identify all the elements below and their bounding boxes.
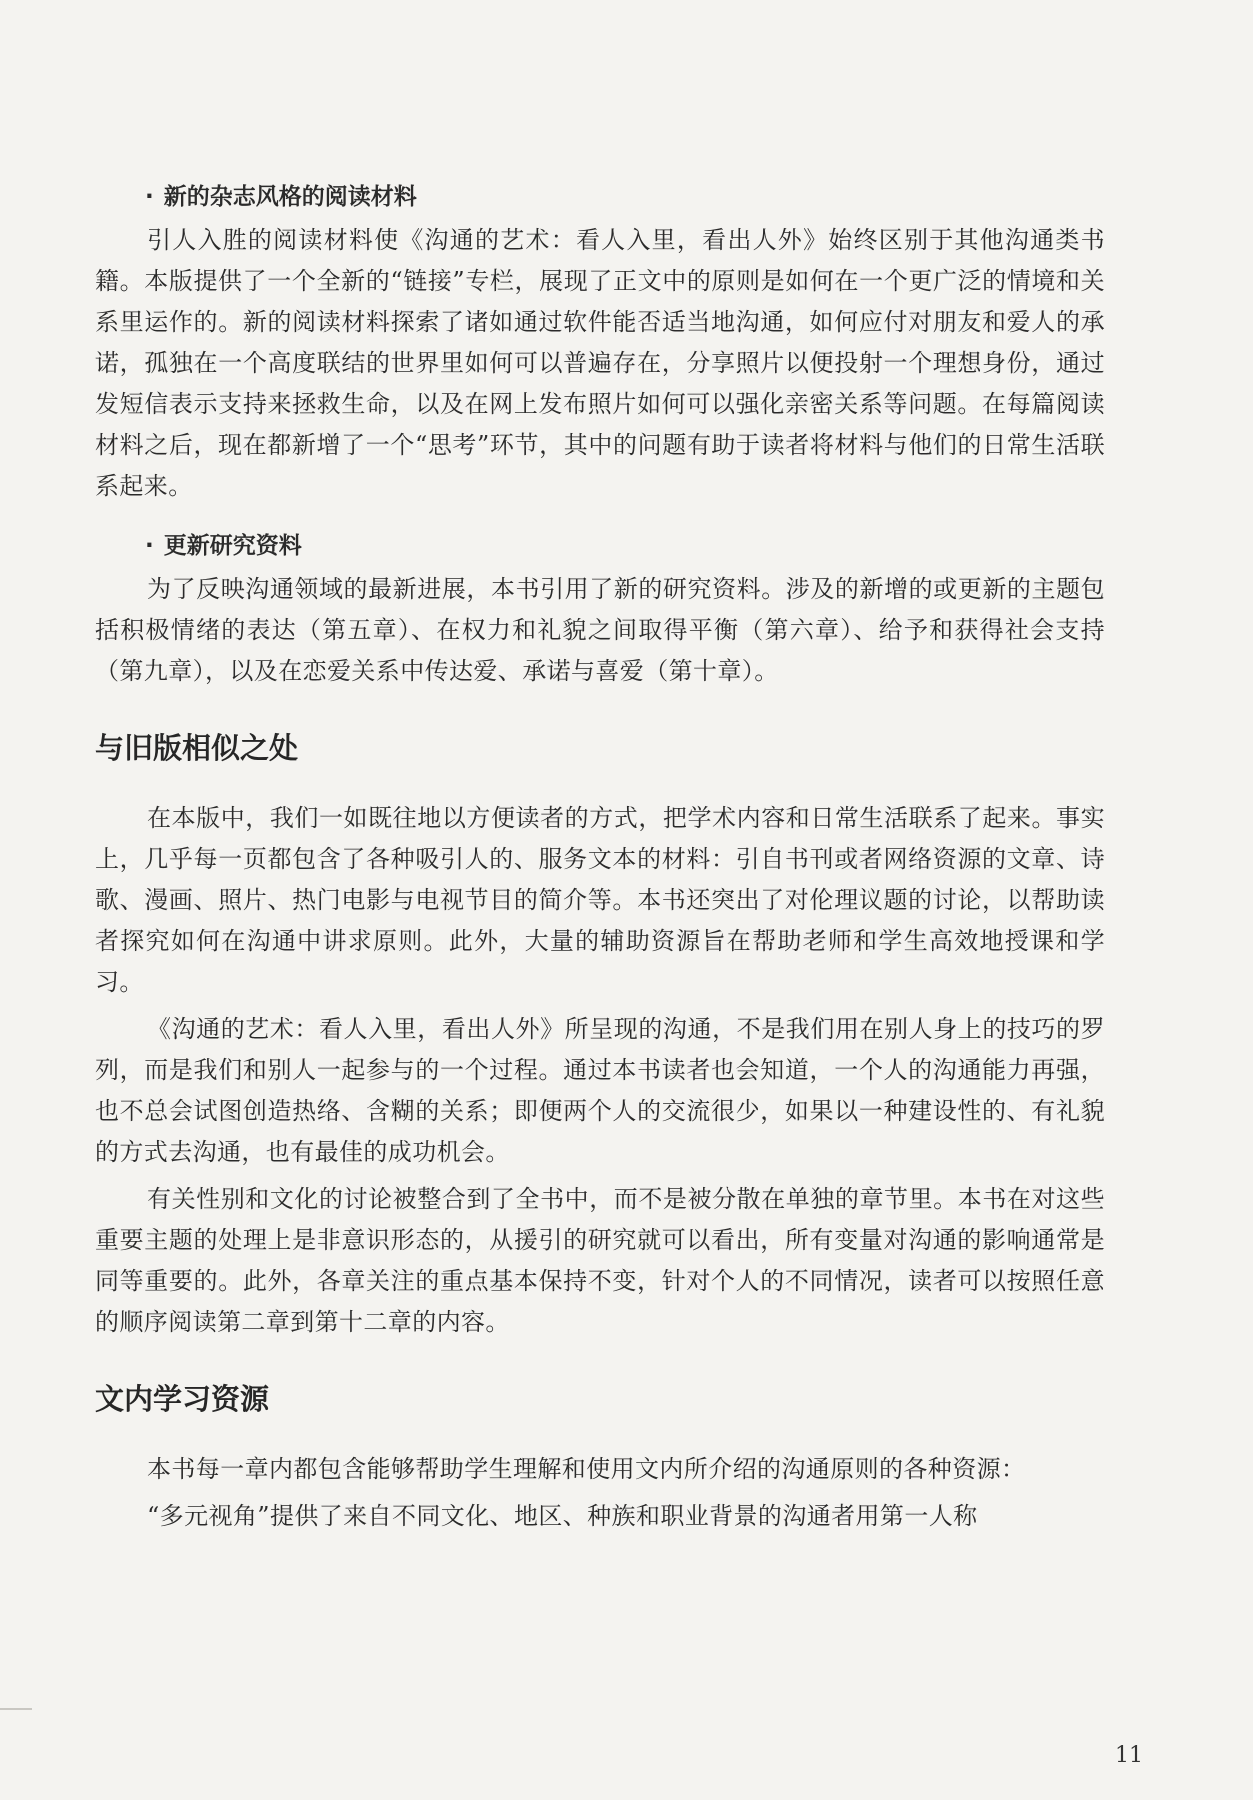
page-number: 11 — [1115, 1743, 1143, 1768]
paragraph-magazine-readings: 引人入胜的阅读材料使《沟通的艺术：看人入里，看出人外》始终区别于其他沟通类书籍。本版提供了一个全新的“链接”专栏，展现了正文中的原则是如何在一个更广泛的情境和关系里运作的。新的阅读材料探索了诸如通过软件能否适当地沟通，如何应付对朋友和爱人的承诺，孤独在一个高度联结的世界里如何可以普遍存在，分享照片以便投射一个理想身份，通过发短信表示支持来拯救生命，以及在网上发布照片如何可以强化亲密关系等问题。在每篇阅读材料之后，现在都新增了一个“思考”环节，其中的问题有助于读者将材料与他们的日常生活联系起来。 — [95, 226, 1105, 500]
bullet-dot: · — [145, 184, 154, 210]
paragraph-resources-1: 本书每一章内都包含能够帮助学生理解和使用文内所介绍的沟通原则的各种资源： — [147, 1455, 1026, 1483]
paragraph-similarities-2: 《沟通的艺术：看人入里，看出人外》所呈现的沟通，不是我们用在别人身上的技巧的罗列，而是我们和别人一起参与的一个过程。通过本书读者也会知道，一个人的沟通能力再强，也不总会试图创造热络、含糊的关系；即便两个人的交流很少，如果以一种建设性的、有礼貌的方式去沟通，也有最佳的成功机会。 — [95, 1015, 1105, 1166]
bullet-heading-updated-research — [95, 529, 1105, 563]
section-title-resources: 文内学习资源 — [95, 1382, 270, 1416]
bullet-dot: · — [145, 533, 154, 559]
section-title-similarities: 与旧版相似之处 — [95, 731, 299, 765]
paragraph-updated-research: 为了反映沟通领域的最新进展，本书引用了新的研究资料。涉及的新增的或更新的主题包括积极情绪的表达（第五章）、在权力和礼貌之间取得平衡（第六章）、给予和获得社会支持（第九章），以及在恋爱关系中传达爱、承诺与喜爱（第十章）。 — [95, 575, 1105, 685]
paragraph-similarities-1: 在本版中，我们一如既往地以方便读者的方式，把学术内容和日常生活联系了起来。事实上，几乎每一页都包含了各种吸引人的、服务文本的材料：引自书刊或者网络资源的文章、诗歌、漫画、照片、热门电影与电视节目的简介等。本书还突出了对伦理议题的讨论，以帮助读者探究如何在沟通中讲求原则。此外，大量的辅助资源旨在帮助老师和学生高效地授课和学习。 — [95, 804, 1105, 996]
bullet-heading-text: 新的杂志风格的阅读材料 — [163, 184, 417, 210]
paragraph-similarities-3: 有关性别和文化的讨论被整合到了全书中，而不是被分散在单独的章节里。本书在对这些重要主题的处理上是非意识形态的，从援引的研究就可以看出，所有变量对沟通的影响通常是同等重要的。此外，各章关注的重点基本保持不变，针对个人的不同情况，读者可以按照任意的顺序阅读第二章到第十二章的内容。 — [95, 1185, 1105, 1336]
page-body — [95, 180, 1105, 1537]
bullet-heading-magazine-readings — [95, 180, 1105, 214]
paragraph-resources-2: “多元视角”提供了来自不同文化、地区、种族和职业背景的沟通者用第一人称 — [147, 1502, 978, 1530]
bullet-heading-text: 更新研究资料 — [163, 533, 302, 559]
margin-mark — [0, 1708, 32, 1710]
